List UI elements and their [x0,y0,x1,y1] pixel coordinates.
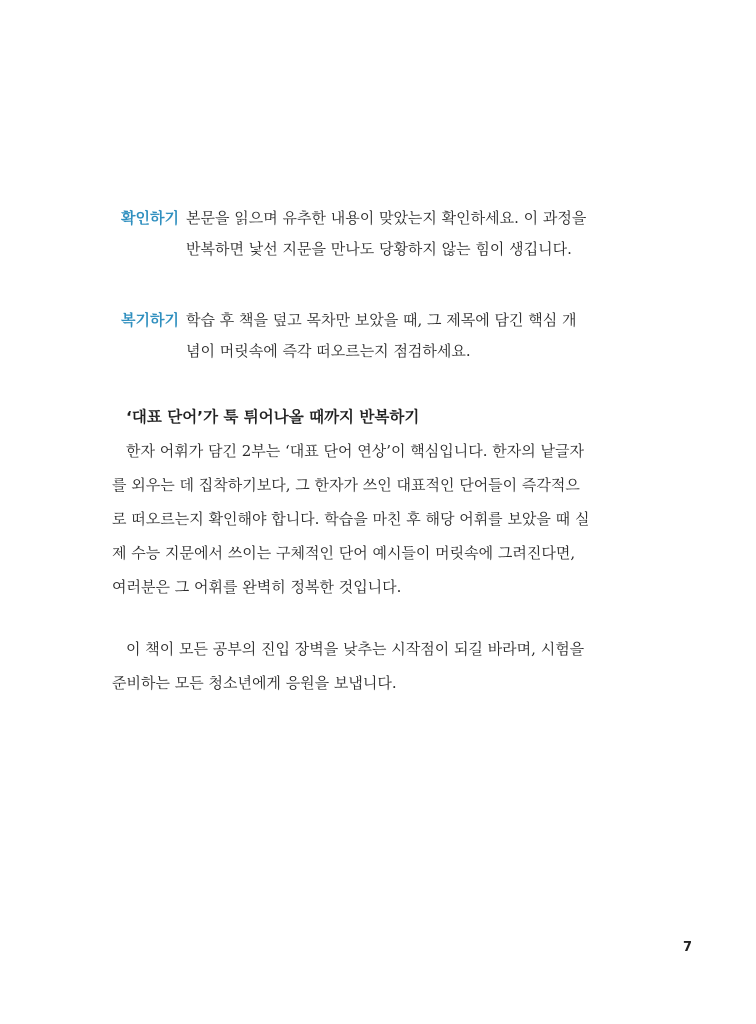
paragraph-line: 로 떠오르는지 확인해야 합니다. 학습을 마친 후 해당 어휘를 보았을 때 실 [112,510,590,528]
section-heading: ‘대표 단어’가 툭 튀어나올 때까지 반복하기 [126,408,420,426]
step-text-line: 념이 머릿속에 즉각 떠오르는지 점검하세요. [186,342,471,360]
paragraph-line: 이 책이 모든 공부의 진입 장벽을 낮추는 시작점이 되길 바라며, 시험을 [126,640,585,658]
paragraph-line: 준비하는 모든 청소년에게 응원을 보냅니다. [112,674,397,692]
body-paragraph-2 [112,632,585,700]
paragraph-line: 여러분은 그 어휘를 완벽히 정복한 것입니다. [112,578,402,596]
step-text-line: 반복하면 낯선 지문을 만나도 당황하지 않는 힘이 생깁니다. [186,240,572,258]
step-text-line: 본문을 읽으며 유추한 내용이 맞았는지 확인하세요. 이 과정을 [186,209,587,227]
step-review [121,305,583,367]
paragraph-line: 한자 어휘가 담긴 2부는 ‘대표 단어 연상’이 핵심입니다. 한자의 낱글자 [126,442,584,460]
step-label-review: 복기하기 [121,311,179,329]
step-label-confirm: 확인하기 [121,209,179,227]
paragraph-line: 를 외우는 데 집착하기보다, 그 한자가 쓰인 대표적인 단어들이 즉각적으 [112,476,580,494]
step-text-line: 학습 후 책을 덮고 목차만 보았을 때, 그 제목에 담긴 핵심 개 [186,311,577,329]
paragraph-line: 제 수능 지문에서 쓰이는 구체적인 단어 예시들이 머릿속에 그려진다면, [112,544,576,562]
body-paragraph-1 [112,434,590,604]
step-confirm [121,203,587,265]
page-number: 7 [683,940,693,955]
